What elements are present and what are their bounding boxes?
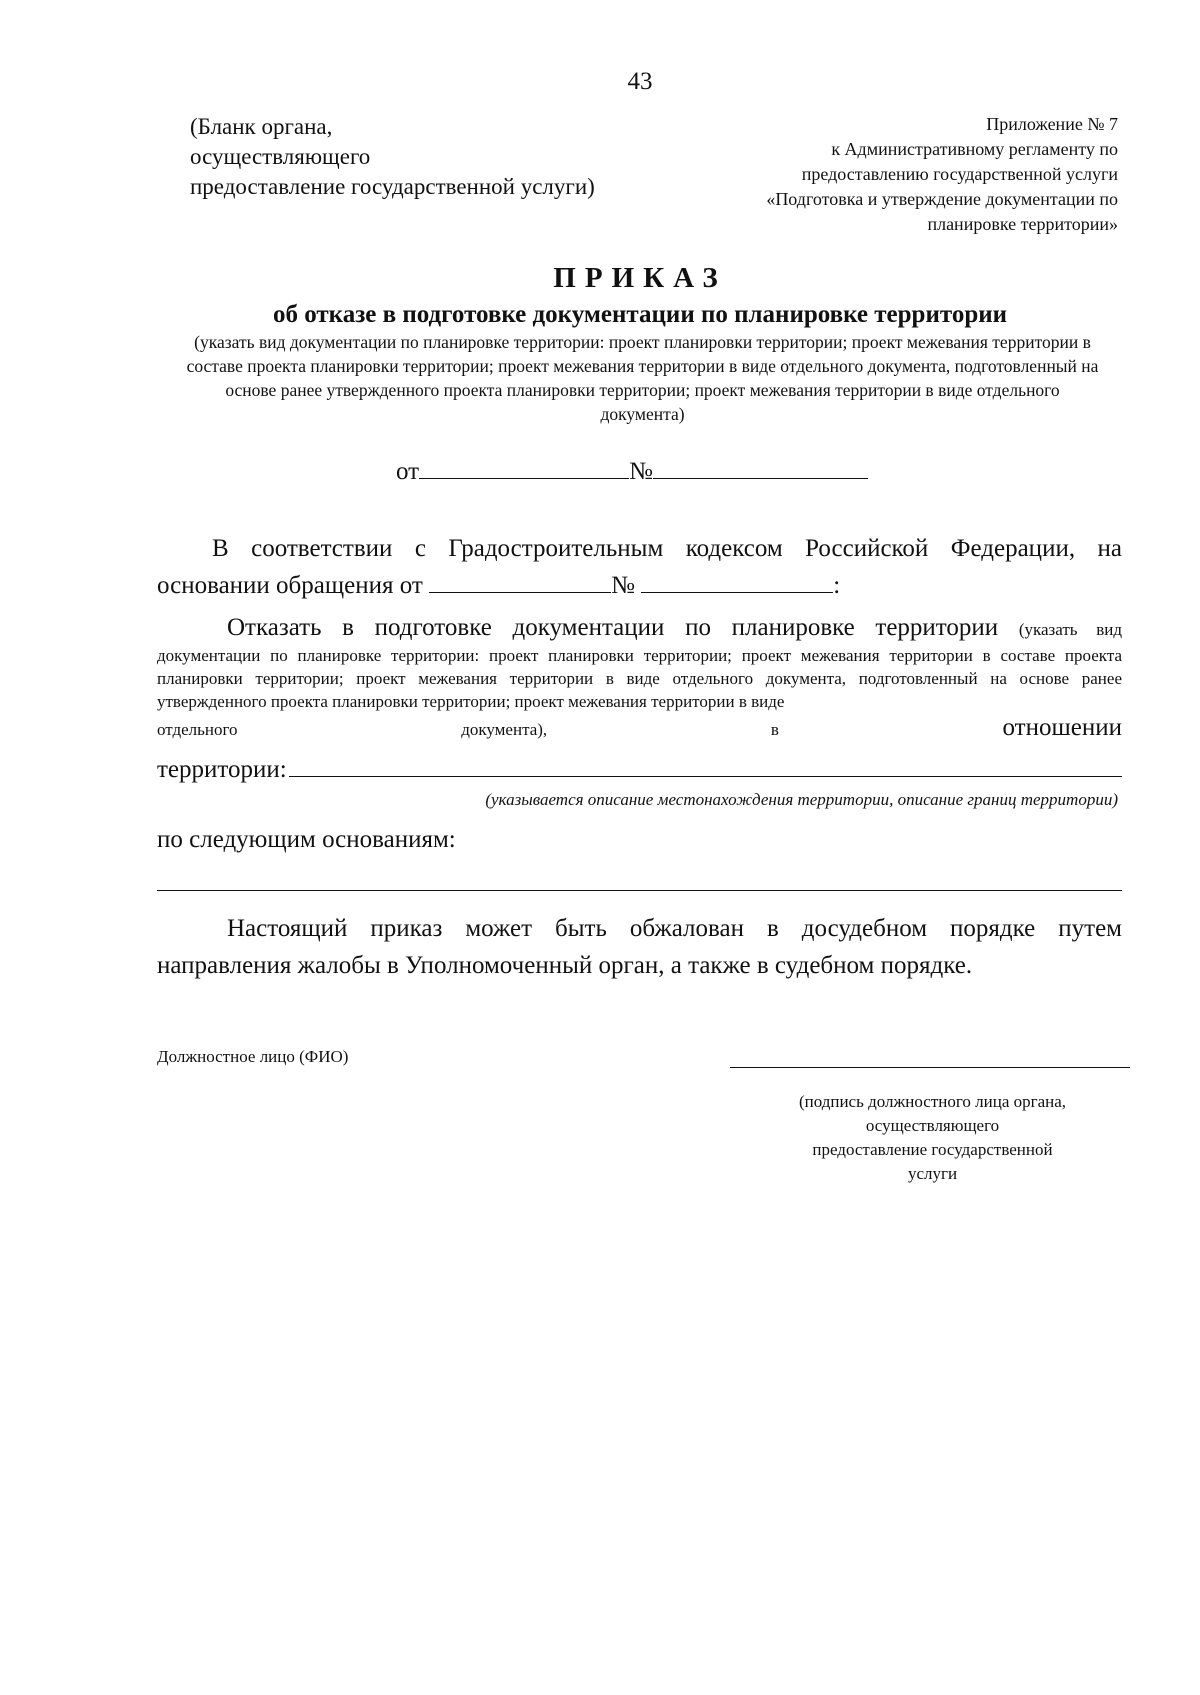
appeal-line-2: направления жалобы в Уполномоченный орган, а также в судебном порядке.: [157, 952, 973, 979]
refusal-main-text: Отказать в подготовке документации по планировке территории: [227, 614, 999, 641]
annex-reference: [700, 112, 1118, 237]
territory-caption: (указывается описание местонахождения территории, описание границ территории): [485, 790, 1118, 809]
signature-caption-line-3: предоставление государственной: [812, 1140, 1053, 1159]
signature-caption: [745, 1090, 1120, 1186]
annex-line-3: предоставлению государственной услуги: [801, 164, 1118, 184]
basis-suffix: :: [833, 572, 841, 599]
organ-blank-placeholder: [190, 112, 660, 202]
blank-line-2: осуществляющего: [190, 144, 371, 169]
date-from-label: от: [396, 458, 420, 485]
order-number-label: №: [629, 458, 653, 485]
blank-line-1: (Бланк органа,: [190, 114, 333, 139]
paragraph-appeal: [157, 910, 1122, 984]
appeal-number-field[interactable]: [641, 568, 833, 593]
territory-label: территории:: [157, 756, 287, 783]
signature-caption-line-4: услуги: [907, 1164, 958, 1183]
official-label: Должностное лицо (ФИО): [157, 1047, 349, 1066]
basis-appeal-prefix: основании обращения от: [157, 572, 423, 599]
annex-line-1: Приложение № 7: [986, 114, 1118, 134]
paragraph-refusal: [157, 612, 1122, 745]
refusal-note-start: (указать вид: [1018, 620, 1122, 639]
refusal-note-body: документации по планировке территории: проект планировки территории; проект межевания территории в составе проекта планировки территории; проект межевания территории в виде отдельного документа, подготовленный на основе ранее утвержденного проекта планировки территории; проект межевания территории в виде: [157, 646, 1122, 711]
territory-line: [157, 752, 1122, 784]
appeal-date-field[interactable]: [429, 568, 611, 593]
blank-line-3: предоставление государственной услуги): [190, 174, 595, 199]
grounds-label: по следующим основаниям:: [157, 826, 456, 853]
paragraph-basis: [157, 530, 1122, 604]
refusal-word-2: документа),: [461, 720, 548, 739]
territory-field[interactable]: [289, 752, 1122, 777]
refusal-word-4: отношении: [1002, 714, 1122, 741]
annex-line-2: к Административному регламенту по: [831, 139, 1118, 159]
grounds-field[interactable]: [157, 890, 1122, 891]
signature-caption-line-2: осуществляющего: [865, 1116, 1000, 1135]
page-number: 43: [627, 68, 653, 95]
signature-field[interactable]: [730, 1067, 1130, 1068]
basis-line-1: В соответствии с Градостроительным кодексом Российской Федерации, на: [212, 535, 1122, 562]
annex-line-5: планировке территории»: [927, 214, 1118, 234]
document-title: ПРИКАЗ: [553, 262, 727, 294]
refusal-first-line: [157, 612, 1122, 644]
annex-line-4: «Подготовка и утверждение документации по: [766, 189, 1118, 209]
refusal-last-line: [157, 713, 1122, 745]
appeal-number-label: №: [611, 572, 635, 599]
order-number-field[interactable]: [653, 454, 868, 479]
basis-line-2: [157, 567, 1122, 604]
refusal-word-1: отдельного: [157, 720, 238, 739]
refusal-word-3: в: [770, 720, 779, 739]
order-date-number-line: [396, 454, 868, 486]
subtitle-note: (указать вид документации по планировке территории: проект планировки территории; проект межевания территории в составе проекта планировки территории; проект межевания территории в виде отдельного документа, подготовленный на основе ранее утвержденного проекта планировки территории; проект межевания территории в виде отдельного документа): [186, 332, 1099, 424]
signature-caption-line-1: (подпись должностного лица органа,: [798, 1092, 1067, 1111]
document-subtitle: об отказе в подготовке документации по планировке территории: [272, 301, 1008, 328]
order-date-field[interactable]: [419, 454, 629, 479]
appeal-line-1: Настоящий приказ может быть обжалован в досудебном порядке путем: [227, 915, 1122, 942]
